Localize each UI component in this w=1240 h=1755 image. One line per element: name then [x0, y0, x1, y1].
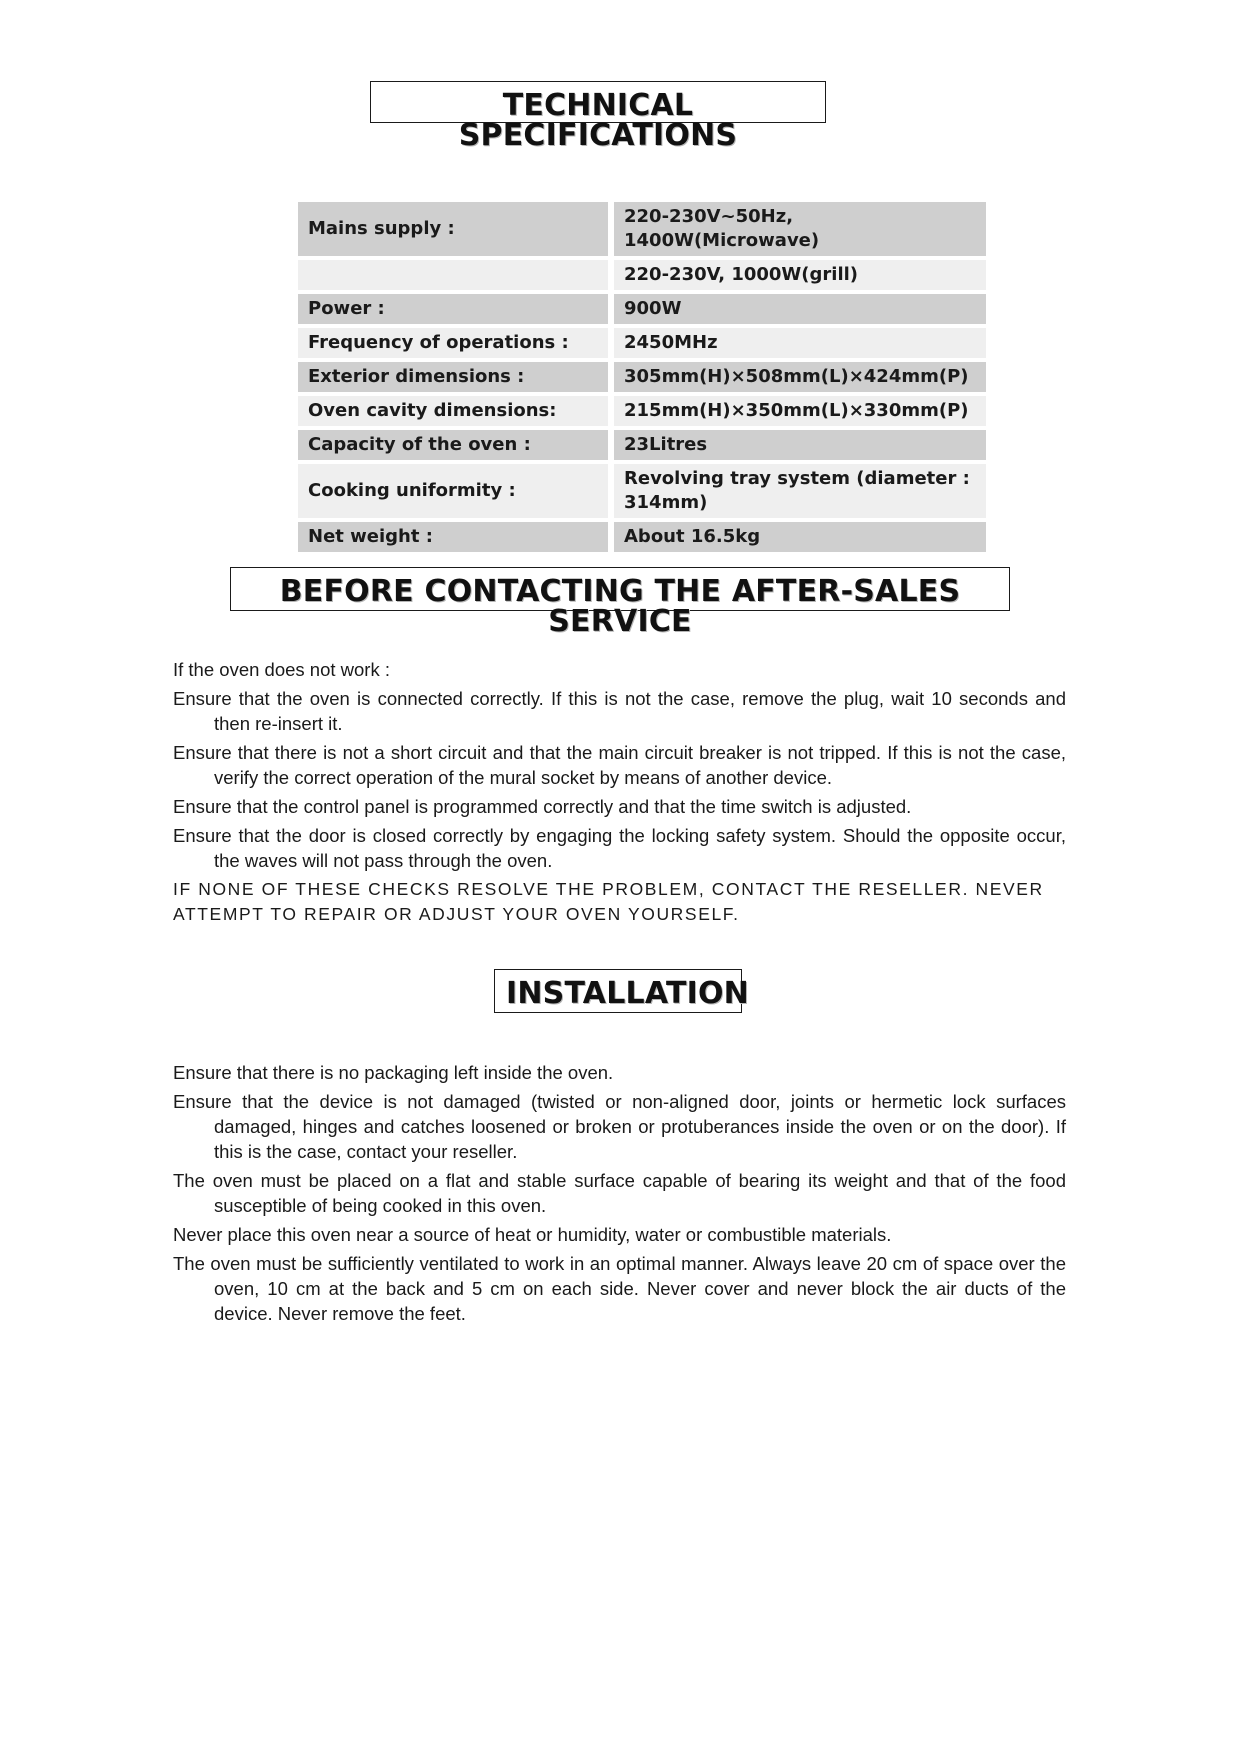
installation-item: Ensure that the device is not damaged (twisted or non-aligned door, joints or hermetic lock surfaces damaged, hinges and catches loosened or broken or protuberances inside the oven or on the door). If this is the case, contact your reseller. — [173, 1091, 1066, 1162]
after-sales-item: Ensure that the control panel is programmed correctly and that the time switch is adjusted. — [173, 796, 912, 817]
after-sales-item: Ensure that there is not a short circuit and that the main circuit breaker is not tripped. If this is not the case, verify the correct operation of the mural socket by means of another device. — [173, 742, 1066, 788]
after-sales-item: Ensure that the oven is connected correctly. If this is not the case, remove the plug, wait 10 seconds and then re-insert it. — [173, 688, 1066, 734]
spec-value: Revolving tray system (diameter : 314mm) — [614, 464, 986, 518]
spec-row — [298, 362, 986, 392]
spec-row — [298, 260, 986, 290]
installation-item: Ensure that there is no packaging left inside the oven. — [173, 1062, 614, 1083]
spec-label: Mains supply : — [298, 202, 608, 256]
spec-label: Oven cavity dimensions: — [298, 396, 608, 426]
spec-label: Exterior dimensions : — [298, 362, 608, 392]
spec-label: Net weight : — [298, 522, 608, 552]
technical-specifications-heading: TECHNICAL SPECIFICATIONS — [370, 81, 826, 123]
installation-item: The oven must be placed on a flat and stable surface capable of bearing its weight and that of the food susceptible of being cooked in this oven. — [173, 1170, 1066, 1216]
spec-value: 215mm(H)×350mm(L)×330mm(P) — [614, 396, 986, 426]
spec-label: Cooking uniformity : — [298, 464, 608, 518]
spec-row — [298, 294, 986, 324]
after-sales-warning: IF NONE OF THESE CHECKS RESOLVE THE PROBLEM, CONTACT THE RESELLER. NEVER ATTEMPT TO REPAIR OR ADJUST YOUR OVEN YOURSELF. — [173, 879, 1044, 924]
spec-value: 220-230V~50Hz, 1400W(Microwave) — [614, 202, 986, 256]
spec-value: 900W — [614, 294, 986, 324]
after-sales-item: Ensure that the door is closed correctly by engaging the locking safety system. Should the opposite occur, the waves will not pass through the oven. — [173, 825, 1066, 871]
installation-item: Never place this oven near a source of heat or humidity, water or combustible materials. — [173, 1224, 892, 1245]
spec-value: About 16.5kg — [614, 522, 986, 552]
spec-value: 2450MHz — [614, 328, 986, 358]
spec-label: Power : — [298, 294, 608, 324]
spec-label: Frequency of operations : — [298, 328, 608, 358]
spec-row — [298, 202, 986, 256]
spec-label: Capacity of the oven : — [298, 430, 608, 460]
after-sales-heading: BEFORE CONTACTING THE AFTER-SALES SERVICE — [230, 567, 1010, 611]
spec-value: 220-230V, 1000W(grill) — [614, 260, 986, 290]
after-sales-intro: If the oven does not work : — [173, 659, 390, 680]
specifications-table — [292, 198, 992, 556]
spec-row — [298, 522, 986, 552]
spec-row — [298, 328, 986, 358]
spec-row — [298, 430, 986, 460]
spec-row — [298, 396, 986, 426]
installation-section — [173, 1060, 1066, 1330]
installation-item: The oven must be sufficiently ventilated to work in an optimal manner. Always leave 20 cm of space over the oven, 10 cm at the back and 5 cm on each side. Never cover and never block the air ducts of the device. Never remove the feet. — [173, 1253, 1066, 1324]
spec-row — [298, 464, 986, 518]
installation-heading: INSTALLATION — [494, 969, 742, 1013]
spec-label — [298, 260, 608, 290]
after-sales-section — [173, 657, 1066, 931]
spec-value: 305mm(H)×508mm(L)×424mm(P) — [614, 362, 986, 392]
spec-value: 23Litres — [614, 430, 986, 460]
